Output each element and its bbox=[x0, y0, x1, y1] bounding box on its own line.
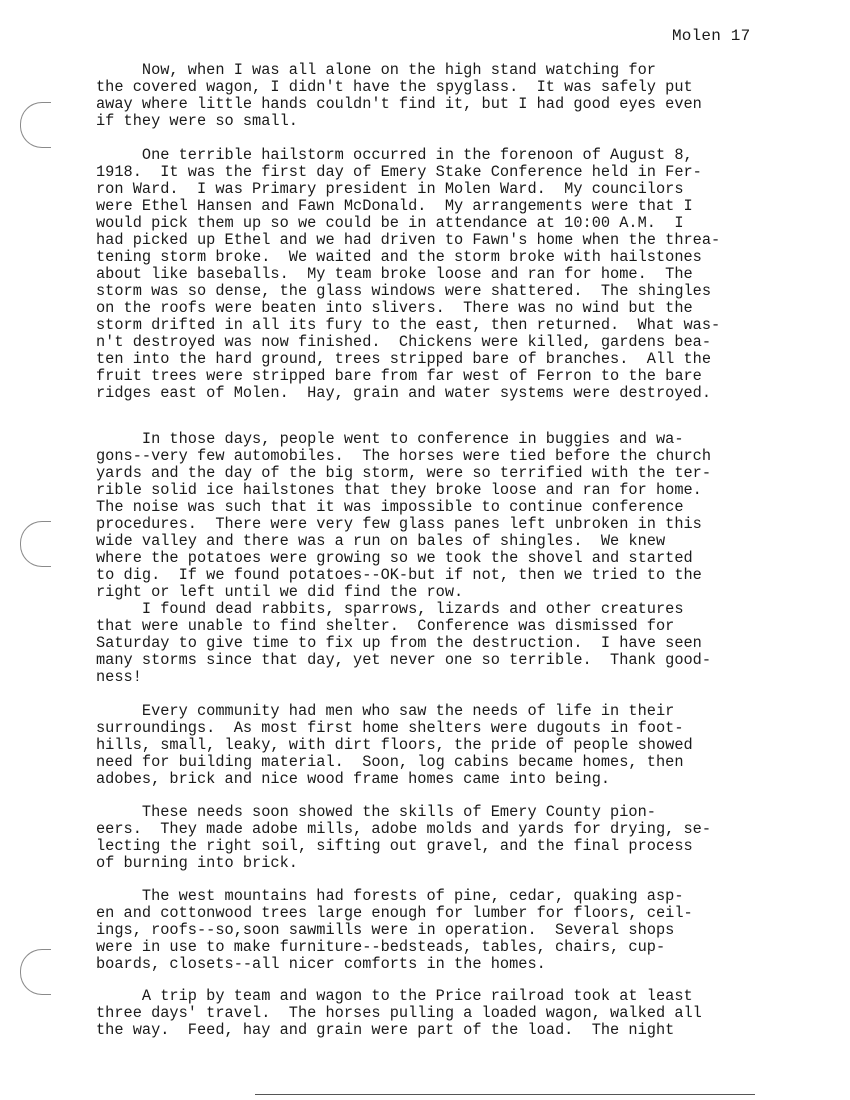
paragraph-creatures bbox=[96, 601, 776, 686]
text-line: 1918. It was the first day of Emery Stake Conference held in Fer- bbox=[96, 163, 702, 181]
text-line: Now, when I was all alone on the high stand watching for bbox=[96, 61, 656, 79]
text-line: These needs soon showed the skills of Emery County pion- bbox=[96, 803, 656, 821]
text-line: fruit trees were stripped bare from far west of Ferron to the bare bbox=[96, 367, 702, 385]
text-line: away where little hands couldn't find it, but I had good eyes even bbox=[96, 95, 702, 113]
text-line: if they were so small. bbox=[96, 112, 298, 130]
text-line: where the potatoes were growing so we took the shovel and started bbox=[96, 549, 693, 567]
text-line: were Ethel Hansen and Fawn McDonald. My arrangements were that I bbox=[96, 197, 693, 215]
text-line: surroundings. As most first home shelters were dugouts in foot- bbox=[96, 719, 684, 737]
text-line: gons--very few automobiles. The horses were tied before the church bbox=[96, 447, 712, 465]
punch-hole-top bbox=[20, 102, 51, 148]
text-line: lecting the right soil, sifting out gravel, and the final process bbox=[96, 837, 693, 855]
punch-hole-bottom bbox=[20, 949, 51, 995]
text-line: ness! bbox=[96, 668, 142, 686]
paragraph-sawmills bbox=[96, 888, 776, 973]
text-line: tening storm broke. We waited and the storm broke with hailstones bbox=[96, 248, 702, 266]
paragraph-hailstorm bbox=[96, 147, 776, 402]
text-line: on the roofs were beaten into slivers. There was no wind but the bbox=[96, 299, 693, 317]
text-line: Every community had men who saw the needs of life in their bbox=[96, 702, 675, 720]
text-line: that were unable to find shelter. Conference was dismissed for bbox=[96, 617, 675, 635]
text-line: ings, roofs--so,soon sawmills were in operation. Several shops bbox=[96, 921, 675, 939]
text-line: wide valley and there was a run on bales of shingles. We knew bbox=[96, 532, 666, 550]
bottom-rule bbox=[255, 1094, 755, 1095]
text-line: adobes, brick and nice wood frame homes came into being. bbox=[96, 770, 611, 788]
text-line: eers. They made adobe mills, adobe molds and yards for drying, se- bbox=[96, 820, 712, 838]
text-line: right or left until we did find the row. bbox=[96, 583, 464, 601]
text-line: three days' travel. The horses pulling a loaded wagon, walked all bbox=[96, 1004, 702, 1022]
text-line: had picked up Ethel and we had driven to Fawn's home when the threa- bbox=[96, 231, 721, 249]
paragraph-conference bbox=[96, 431, 776, 601]
text-line: I found dead rabbits, sparrows, lizards and other creatures bbox=[96, 600, 684, 618]
paragraph-spyglass bbox=[96, 62, 776, 130]
text-line: would pick them up so we could be in attendance at 10:00 A.M. I bbox=[96, 214, 684, 232]
text-line: about like baseballs. My team broke loose and ran for home. The bbox=[96, 265, 693, 283]
punch-hole-middle bbox=[20, 521, 51, 567]
text-line: boards, closets--all nicer comforts in the homes. bbox=[96, 955, 546, 973]
text-line: yards and the day of the big storm, were so terrified with the ter- bbox=[96, 464, 712, 482]
text-line: en and cottonwood trees large enough for lumber for floors, ceil- bbox=[96, 904, 693, 922]
text-line: n't destroyed was now finished. Chickens were killed, gardens bea- bbox=[96, 333, 712, 351]
text-line: rible solid ice hailstones that they broke loose and ran for home. bbox=[96, 481, 702, 499]
text-line: In those days, people went to conference in buggies and wa- bbox=[96, 430, 684, 448]
text-line: procedures. There were very few glass panes left unbroken in this bbox=[96, 515, 702, 533]
text-line: ridges east of Molen. Hay, grain and water systems were destroyed. bbox=[96, 384, 712, 402]
text-line: many storms since that day, yet never one so terrible. Thank good- bbox=[96, 651, 712, 669]
text-line: Saturday to give time to fix up from the destruction. I have seen bbox=[96, 634, 702, 652]
text-line: storm drifted in all its fury to the east, then returned. What was- bbox=[96, 316, 721, 334]
paragraph-pioneer-skills bbox=[96, 804, 776, 872]
text-line: ten into the hard ground, trees stripped bare of branches. All the bbox=[96, 350, 712, 368]
paragraph-community bbox=[96, 703, 776, 788]
text-line: hills, small, leaky, with dirt floors, the pride of people showed bbox=[96, 736, 693, 754]
text-line: the covered wagon, I didn't have the spyglass. It was safely put bbox=[96, 78, 693, 96]
paragraph-price-trip bbox=[96, 988, 776, 1039]
text-line: were in use to make furniture--bedsteads, tables, chairs, cup- bbox=[96, 938, 666, 956]
text-line: of burning into brick. bbox=[96, 854, 298, 872]
text-line: storm was so dense, the glass windows were shattered. The shingles bbox=[96, 282, 712, 300]
text-line: need for building material. Soon, log cabins became homes, then bbox=[96, 753, 684, 771]
text-line: A trip by team and wagon to the Price railroad took at least bbox=[96, 987, 693, 1005]
text-line: The noise was such that it was impossible to continue conference bbox=[96, 498, 684, 516]
text-line: The west mountains had forests of pine, cedar, quaking asp- bbox=[96, 887, 684, 905]
text-line: the way. Feed, hay and grain were part of the load. The night bbox=[96, 1021, 675, 1039]
text-line: One terrible hailstorm occurred in the forenoon of August 8, bbox=[96, 146, 693, 164]
text-line: ron Ward. I was Primary president in Molen Ward. My councilors bbox=[96, 180, 684, 198]
text-line: to dig. If we found potatoes--OK-but if not, then we tried to the bbox=[96, 566, 702, 584]
page-number-header: Molen 17 bbox=[672, 27, 751, 45]
